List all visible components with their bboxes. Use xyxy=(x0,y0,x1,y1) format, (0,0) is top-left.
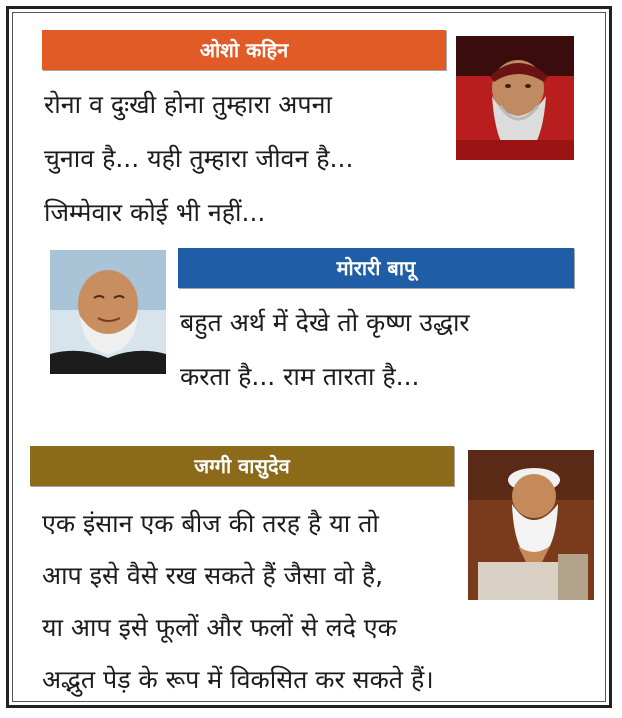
author-banner: ओशो कहिन xyxy=(42,30,446,70)
quote-line: रोना व दुःखी होना तुम्हारा अपना xyxy=(44,90,332,119)
quote-text xyxy=(44,78,353,240)
portrait-image xyxy=(456,36,574,160)
quote-line: अद्भुत पेड़ के रूप में विकसित कर सकते हैं। xyxy=(42,665,434,694)
portrait-image xyxy=(50,250,166,374)
quote-line: बहुत अर्थ में देखे तो कृष्ण उद्धार xyxy=(180,308,470,337)
quote-text xyxy=(180,296,470,404)
author-photo-osho xyxy=(456,36,574,160)
author-banner: मोरारी बापू xyxy=(178,248,574,288)
author-photo-morari-bapu xyxy=(50,250,166,374)
portrait-image xyxy=(468,450,594,600)
quote-line: करता है... राम तारता है... xyxy=(180,362,420,391)
author-banner: जग्गी वासुदेव xyxy=(30,446,454,486)
quote-text xyxy=(42,498,434,706)
quote-line: आप इसे वैसे रख सकते हैं जैसा वो है, xyxy=(42,561,384,590)
quote-line: जिम्मेवार कोई भी नहीं... xyxy=(44,198,266,227)
quote-line: चुनाव है... यही तुम्हारा जीवन है... xyxy=(44,144,354,173)
author-photo-jaggi-vasudev xyxy=(468,450,594,600)
quote-line: एक इंसान एक बीज की तरह है या तो xyxy=(42,509,379,538)
quote-line: या आप इसे फूलों और फलों से लदे एक xyxy=(42,613,397,642)
